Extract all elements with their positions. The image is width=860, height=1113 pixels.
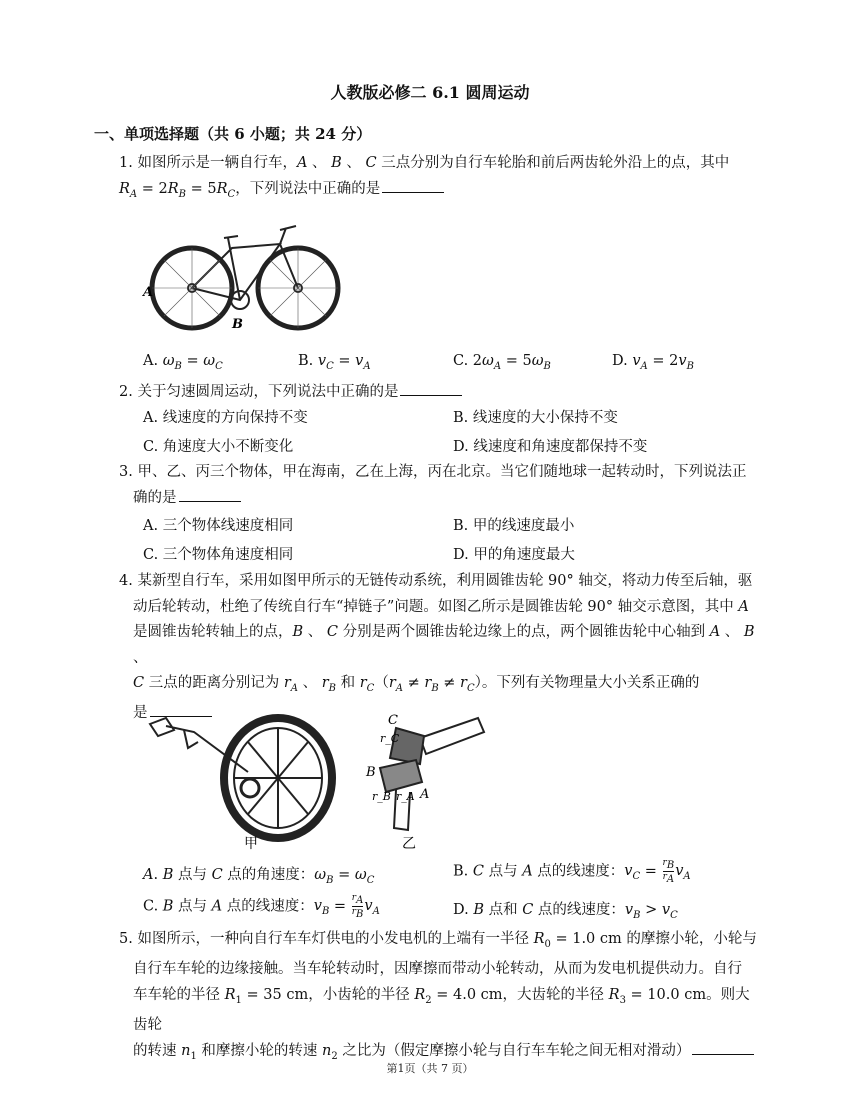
q4-line1: 4. 某新型自行车，采用如图甲所示的无链传动系统，利用圆锥齿轮 90° 轴交，将动力传至后轴，驱 [119, 573, 753, 589]
gear-label-a: A [420, 787, 430, 802]
bike-label-a: A [143, 285, 154, 300]
q2-option-c[interactable]: C. 角速度大小不断变化 [143, 439, 294, 455]
q4-option-a[interactable]: A. B 点与 C 点的角速度：$\omega_B = \omega_C$ [143, 867, 375, 886]
question-5 [119, 927, 759, 1069]
question-3 [119, 460, 759, 511]
q1-option-a[interactable]: A. $\omega_B = \omega_C$ [143, 353, 223, 372]
q4-option-c[interactable]: C. B 点与 A 点的线速度：$v_B$ = $\frac{r_A}{r_B}$ $v_A$ [143, 893, 380, 920]
q5-line3: 车车轮的半径 $R_1 = 35$ cm，小齿轮的半径 $R_2 = 4.0$ cm，大齿轮的半径 $R_3 = 10.0$ cm。则大齿轮 [133, 986, 750, 1034]
q5-line2: 自行车车轮的边缘接触。当车轮转动时，因摩擦而带动小轮转动，从而为发电机提供动力。自行 [133, 961, 742, 978]
q4-line3: 是圆锥齿轮转轴上的点，B 、 C 分别是两个圆锥齿轮边缘上的点，两个圆锥齿轮中心轴到 A 、 B 、 [133, 624, 755, 666]
gear-label-rb: r_B [372, 790, 391, 803]
q5-line4: 的转速 $n_1$ 和摩擦小轮的转速 $n_2$ 之比为（假定摩擦小轮与自行车车轮之间无相对滑动） [119, 1039, 759, 1069]
q3-line1: 3. 甲、乙、丙三个物体，甲在海南，乙在上海，丙在北京。当它们随地球一起转动时，下列说法正 [119, 464, 747, 480]
gear-label-c: C [388, 713, 398, 728]
question-4 [119, 569, 759, 727]
bevel-gear-figure [360, 708, 490, 853]
caption-jia: 甲 [244, 836, 258, 852]
q3-option-b[interactable]: B. 甲的线速度最小 [453, 518, 575, 534]
q4-line4: C 三点的距离分别记为 $r_A$ 、 $r_B$ 和 $r_C(r_A \ne r_B \ne r_C)$。下列有关物理量大小关系正确的 [133, 675, 700, 694]
chainless-bike-figure [136, 708, 346, 853]
q4-line2: 动后轮转动，杜绝了传统自行车“掉链子”问题。如图乙所示是圆锥齿轮 90° 轴交示意图，其中 A [133, 598, 749, 615]
q3-line2: 确的是 [119, 486, 759, 512]
bike-label-b: B [232, 317, 243, 332]
q4-option-d[interactable]: D. B 点和 C 点的线速度：$v_B > v_C$ [453, 902, 678, 921]
question-1 [119, 151, 759, 207]
q1-line2: $R_A = 2R_B = 5R_C$，下列说法中正确的是 [119, 177, 759, 207]
q2-stem: 2. 关于匀速圆周运动，下列说法中正确的是 [119, 384, 399, 400]
page-footer: 第1页（共 7 页） [386, 1062, 474, 1075]
q3-option-d[interactable]: D. 甲的角速度最大 [453, 547, 575, 563]
caption-yi: 乙 [402, 836, 416, 852]
q4-option-b[interactable]: B. C 点与 A 点的线速度：$v_C$ = $\frac{r_B}{r_A}$ $v_A$ [453, 858, 691, 885]
q1-line1: 1. 如图所示是一辆自行车，A 、 B 、 C 三点分别为自行车轮胎和前后两齿轮外沿上的点，其中 [119, 155, 730, 171]
q1-option-b[interactable]: B. $v_C = v_A$ [298, 353, 371, 372]
gear-label-b: B [366, 765, 376, 780]
question-2 [119, 380, 759, 406]
q3-option-c[interactable]: C. 三个物体角速度相同 [143, 547, 294, 563]
q3-option-a[interactable]: A. 三个物体线速度相同 [143, 518, 294, 534]
q1-option-c[interactable]: C. $2\omega_A = 5\omega_B$ [453, 353, 551, 372]
page-title: 人教版必修二 6.1 圆周运动 [330, 83, 530, 102]
q1-option-d[interactable]: D. $v_A = 2v_B$ [612, 353, 694, 372]
q2-option-b[interactable]: B. 线速度的大小保持不变 [453, 410, 618, 426]
bicycle-figure [140, 212, 348, 334]
q2-option-d[interactable]: D. 线速度和角速度都保持不变 [453, 439, 648, 455]
gear-label-ra: r_A [396, 790, 415, 803]
q2-option-a[interactable]: A. 线速度的方向保持不变 [143, 410, 308, 426]
section-heading: 一、单项选择题（共 6 小题；共 24 分） [94, 125, 372, 143]
q5-line1: 5. 如图所示，一种向自行车车灯供电的小发电机的上端有一半径 $R_0 = 1.0$ cm 的摩擦小轮，小轮与 [119, 931, 757, 950]
gear-label-rc: r_C [380, 732, 400, 745]
q4-line5: 是 [119, 701, 759, 727]
